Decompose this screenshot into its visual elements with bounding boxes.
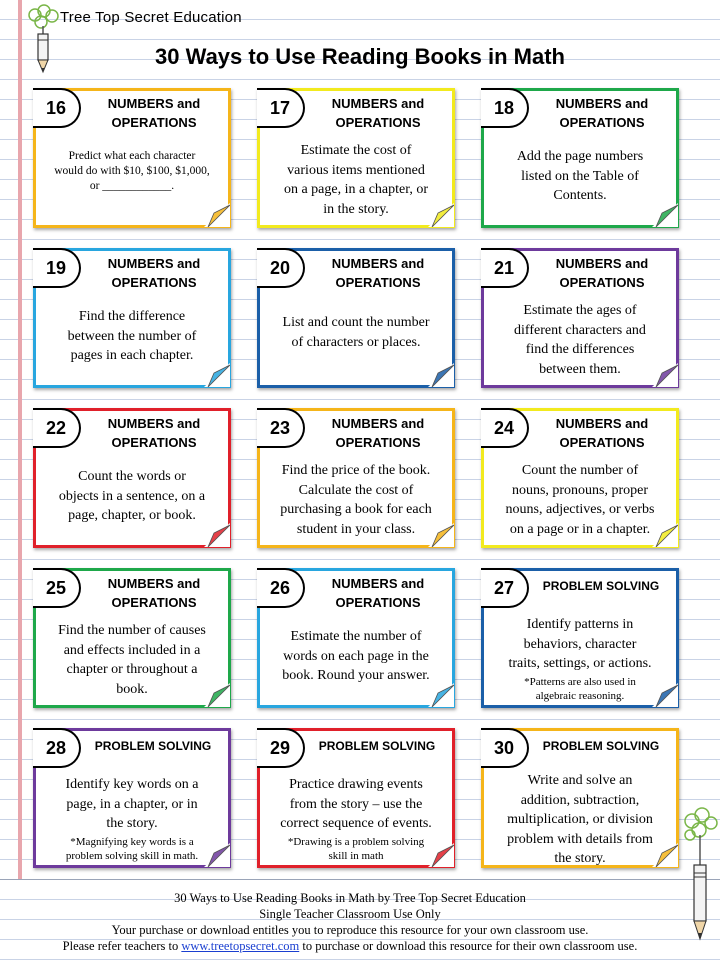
card-number: 19 bbox=[33, 248, 81, 288]
card-number: 27 bbox=[481, 568, 529, 608]
card-category: NUMBERS and OPERATIONS bbox=[331, 576, 425, 610]
card-number: 18 bbox=[481, 88, 529, 128]
page-curl-icon bbox=[428, 523, 454, 547]
card-category: NUMBERS and OPERATIONS bbox=[107, 576, 201, 610]
activity-card bbox=[481, 568, 679, 708]
card-text: Count the words or objects in a sentence, on a page, chapter, or book. bbox=[58, 469, 206, 523]
brand-name: Tree Top Secret Education bbox=[60, 9, 242, 26]
footer-credit: 30 Ways to Use Reading Books in Math by Tree Top Secret Education bbox=[174, 891, 526, 905]
activity-card bbox=[257, 408, 455, 548]
card-number: 30 bbox=[481, 728, 529, 768]
card-category: PROBLEM SOLVING bbox=[318, 739, 436, 753]
card-number: 29 bbox=[257, 728, 305, 768]
website-link[interactable]: www.treetopsecret.com bbox=[181, 939, 300, 953]
card-text: Identify key words on a page, in a chapter, or in the story. bbox=[65, 777, 199, 831]
card-text: Estimate the ages of different characters and find the differences between them. bbox=[514, 303, 646, 377]
page-curl-icon bbox=[428, 843, 454, 867]
page-title: 30 Ways to Use Reading Books in Math bbox=[155, 44, 565, 69]
activity-card bbox=[257, 568, 455, 708]
card-number: 25 bbox=[33, 568, 81, 608]
card-category: NUMBERS and OPERATIONS bbox=[555, 256, 649, 290]
page-curl-icon bbox=[652, 523, 678, 547]
card-number: 17 bbox=[257, 88, 305, 128]
page-curl-icon bbox=[204, 843, 230, 867]
activity-card bbox=[33, 568, 231, 708]
activity-card bbox=[33, 248, 231, 388]
card-category: NUMBERS and OPERATIONS bbox=[107, 96, 201, 130]
page-curl-icon bbox=[204, 203, 230, 227]
card-number: 16 bbox=[33, 88, 81, 128]
card-note: *Drawing is a problem solving skill in math bbox=[287, 835, 425, 862]
card-text: Find the number of causes and effects included in a chapter or throughout a book. bbox=[58, 623, 206, 697]
activity-card bbox=[481, 248, 679, 388]
card-number: 23 bbox=[257, 408, 305, 448]
card-category: PROBLEM SOLVING bbox=[542, 579, 660, 593]
card-text: Estimate the number of words on each page in the book. Round your answer. bbox=[282, 629, 430, 683]
card-text: Predict what each character would do with $10, $100, $1,000, or ____________. bbox=[54, 150, 210, 192]
card-text: Identify patterns in behaviors, character traits, settings, or actions. bbox=[508, 617, 652, 671]
footer-referral-post: to purchase or download this resource for their own classroom use. bbox=[299, 939, 638, 953]
card-number: 20 bbox=[257, 248, 305, 288]
card-number: 28 bbox=[33, 728, 81, 768]
page-curl-icon bbox=[204, 523, 230, 547]
page-curl-icon bbox=[204, 363, 230, 387]
card-text: Write and solve an addition, subtraction, multiplication, or division problem with details from the story. bbox=[507, 773, 653, 866]
page-curl-icon bbox=[428, 203, 454, 227]
card-note: *Patterns are also used in algebraic reasoning. bbox=[524, 675, 636, 702]
card-number: 24 bbox=[481, 408, 529, 448]
page-curl-icon bbox=[652, 843, 678, 867]
page-curl-icon bbox=[428, 683, 454, 707]
activity-card bbox=[33, 728, 231, 868]
footer-referral-pre: Please refer teachers to bbox=[62, 939, 182, 953]
card-text: Find the difference between the number of pages in each chapter. bbox=[67, 309, 197, 363]
footer-referral bbox=[0, 939, 720, 954]
page-curl-icon bbox=[204, 683, 230, 707]
card-number: 26 bbox=[257, 568, 305, 608]
footer-divider bbox=[0, 879, 720, 880]
card-text: Add the page numbers listed on the Table of Contents. bbox=[516, 149, 644, 203]
card-number: 22 bbox=[33, 408, 81, 448]
activity-card bbox=[33, 408, 231, 548]
activity-card bbox=[33, 88, 231, 228]
activity-card bbox=[257, 248, 455, 388]
card-category: NUMBERS and OPERATIONS bbox=[107, 416, 201, 450]
notebook-margin-line bbox=[18, 0, 22, 880]
activity-card bbox=[481, 88, 679, 228]
card-category: NUMBERS and OPERATIONS bbox=[331, 96, 425, 130]
footer-license: Single Teacher Classroom Use Only bbox=[259, 907, 441, 921]
activity-card bbox=[481, 728, 679, 868]
card-text: List and count the number of characters or places. bbox=[282, 315, 430, 350]
page-curl-icon bbox=[652, 683, 678, 707]
card-text: Practice drawing events from the story – use the correct sequence of events. bbox=[280, 777, 432, 831]
tree-pencil-icon bbox=[682, 805, 718, 945]
card-category: PROBLEM SOLVING bbox=[542, 739, 660, 753]
card-category: NUMBERS and OPERATIONS bbox=[555, 96, 649, 130]
page-curl-icon bbox=[652, 363, 678, 387]
card-category: NUMBERS and OPERATIONS bbox=[331, 256, 425, 290]
card-category: NUMBERS and OPERATIONS bbox=[107, 256, 201, 290]
card-number: 21 bbox=[481, 248, 529, 288]
card-text: Estimate the cost of various items mentioned on a page, in a chapter, or in the story. bbox=[283, 143, 429, 217]
card-note: *Magnifying key words is a problem solving skill in math. bbox=[65, 835, 199, 862]
card-category: PROBLEM SOLVING bbox=[94, 739, 212, 753]
page-curl-icon bbox=[428, 363, 454, 387]
footer-terms: Your purchase or download entitles you to reproduce this resource for your own classroom use. bbox=[111, 923, 589, 937]
page-curl-icon bbox=[652, 203, 678, 227]
activity-card bbox=[481, 408, 679, 548]
card-category: NUMBERS and OPERATIONS bbox=[331, 416, 425, 450]
card-category: NUMBERS and OPERATIONS bbox=[555, 416, 649, 450]
card-text: Count the number of nouns, pronouns, proper nouns, adjectives, or verbs on a page or in a chapter. bbox=[505, 463, 655, 537]
card-text: Find the price of the book. Calculate the cost of purchasing a book for each student in your class. bbox=[280, 463, 432, 537]
activity-card bbox=[257, 728, 455, 868]
activity-card bbox=[257, 88, 455, 228]
